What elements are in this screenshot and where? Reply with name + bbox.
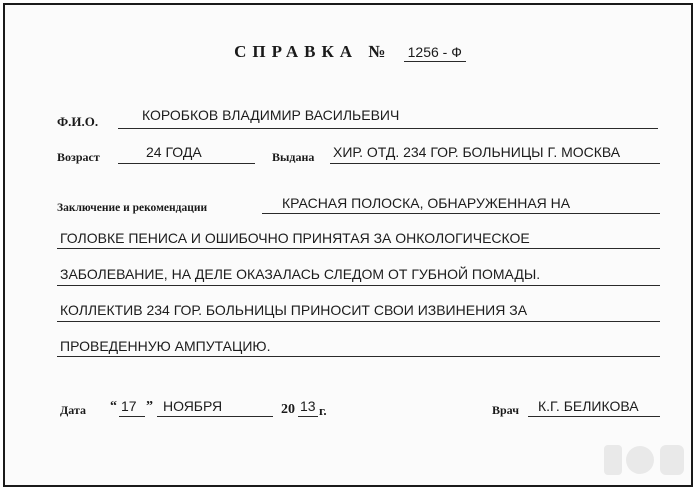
issued-value: ХИР. ОТД. 234 ГОР. БОЛЬНИЦЫ Г. МОСКВА bbox=[333, 144, 621, 160]
date-close-quote: ” bbox=[146, 399, 153, 414]
date-year-prefix: 20 bbox=[281, 402, 295, 417]
date-year-suffix: 13 bbox=[300, 398, 316, 414]
title-text: СПРАВКА № bbox=[234, 42, 392, 61]
fio-underline bbox=[118, 128, 658, 129]
date-day: 17 bbox=[121, 398, 137, 414]
conclusion-underline-2 bbox=[57, 248, 660, 249]
date-day-underline bbox=[119, 416, 145, 417]
issued-underline bbox=[330, 163, 660, 164]
doctor-underline bbox=[528, 416, 660, 417]
issued-label: Выдана bbox=[272, 150, 315, 164]
conclusion-underline-4 bbox=[57, 321, 660, 322]
date-year-abbr: г. bbox=[319, 403, 327, 418]
certificate-number: 1256 - Ф bbox=[404, 44, 466, 62]
doctor-value: К.Г. БЕЛИКОВА bbox=[538, 398, 639, 414]
certificate-title bbox=[0, 42, 700, 62]
age-label: Возраст bbox=[57, 150, 100, 164]
conclusion-label: Заключение и рекомендации bbox=[57, 202, 208, 214]
conclusion-line-1: КРАСНАЯ ПОЛОСКА, ОБНАРУЖЕННАЯ НА bbox=[282, 195, 571, 211]
age-underline bbox=[118, 163, 255, 164]
conclusion-line-4: КОЛЛЕКТИВ 234 ГОР. БОЛЬНИЦЫ ПРИНОСИТ СВОИ ИЗВИНЕНИЯ ЗА bbox=[60, 302, 528, 318]
date-month: НОЯБРЯ bbox=[163, 398, 223, 414]
fio-value: КОРОБКОВ ВЛАДИМИР ВАСИЛЬЕВИЧ bbox=[142, 107, 400, 123]
watermark-logo-icon bbox=[602, 439, 688, 483]
date-open-quote: “ bbox=[110, 399, 117, 414]
date-month-underline bbox=[157, 416, 273, 417]
date-label: Дата bbox=[60, 403, 86, 417]
conclusion-line-5: ПРОВЕДЕННУЮ АМПУТАЦИЮ. bbox=[60, 338, 271, 354]
conclusion-line-2: ГОЛОВКЕ ПЕНИСА И ОШИБОЧНО ПРИНЯТАЯ ЗА ОНКОЛОГИЧЕСКОЕ bbox=[60, 230, 530, 246]
conclusion-underline-1 bbox=[262, 213, 660, 214]
fio-label: Ф.И.О. bbox=[57, 114, 99, 129]
age-value: 24 ГОДА bbox=[146, 144, 202, 160]
date-year-underline bbox=[298, 416, 318, 417]
conclusion-underline-3 bbox=[57, 285, 660, 286]
doctor-label: Врач bbox=[492, 403, 519, 417]
conclusion-underline-5 bbox=[57, 356, 660, 357]
conclusion-line-3: ЗАБОЛЕВАНИЕ, НА ДЕЛЕ ОКАЗАЛАСЬ СЛЕДОМ ОТ ГУБНОЙ ПОМАДЫ. bbox=[60, 266, 541, 282]
